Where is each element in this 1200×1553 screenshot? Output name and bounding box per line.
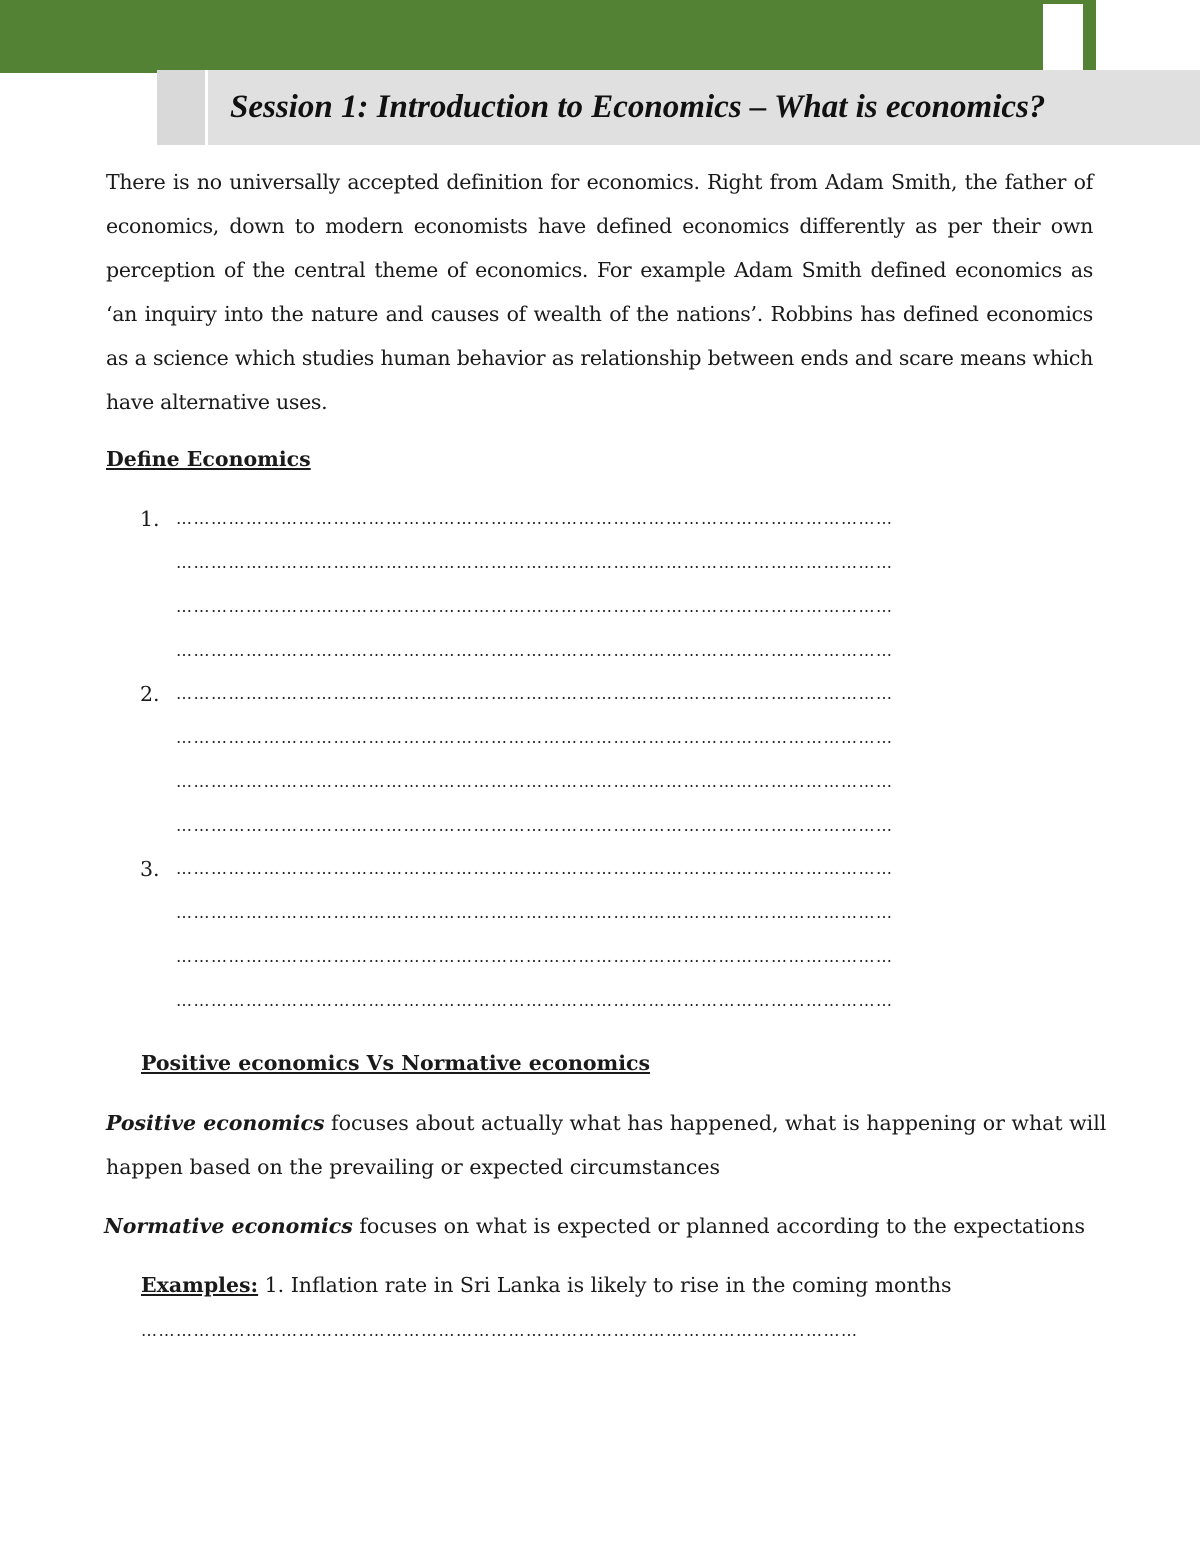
- answer-line[interactable]: ……………………………………………………………………………………………………………: [176, 728, 894, 747]
- answer-line[interactable]: ……………………………………………………………………………………………………………: [176, 553, 894, 572]
- intro-paragraph: There is no universally accepted definition for economics. Right from Adam Smith, the father of economics, down to modern economists have defined economics differently as per their own perception of the central theme of economics. For example Adam Smith defined economics as ‘an inquiry into the nature and causes of wealth of the nations’. Robbins has defined economics as a science which studies human behavior as relationship between ends and scare means which have alternative uses.: [106, 170, 1093, 414]
- positive-economics-term: Positive economics: [106, 1111, 325, 1135]
- item-number: 3.: [140, 857, 160, 881]
- header-green-bar: [0, 0, 1096, 73]
- positive-economics-text: focuses about actually what has happened, what is happening or what will: [324, 1111, 1107, 1135]
- positive-economics-line-2: happen based on the prevailing or expected circumstances: [106, 1155, 721, 1179]
- answer-line[interactable]: ……………………………………………………………………………………………………………: [176, 684, 894, 703]
- examples-line: [141, 1270, 952, 1300]
- positive-economics-line: [106, 1108, 1106, 1138]
- answer-line[interactable]: ……………………………………………………………………………………………………………: [176, 903, 894, 922]
- answer-line[interactable]: ……………………………………………………………………………………………………………: [176, 597, 894, 616]
- examples-label: Examples:: [141, 1273, 259, 1297]
- normative-economics-term: Normative economics: [104, 1214, 353, 1238]
- answer-line[interactable]: ……………………………………………………………………………………………………………: [176, 991, 894, 1010]
- normative-economics-line: [104, 1211, 1085, 1241]
- item-number: 1.: [140, 507, 160, 531]
- example-item-1: 1. Inflation rate in Sri Lanka is likely to rise in the coming months: [258, 1273, 952, 1297]
- answer-line[interactable]: ……………………………………………………………………………………………………………: [176, 816, 894, 835]
- normative-economics-text: focuses on what is expected or planned according to the expectations: [352, 1214, 1085, 1238]
- item-number: 2.: [140, 682, 160, 706]
- example-answer-line[interactable]: ……………………………………………………………………………………………………………: [141, 1321, 859, 1340]
- answer-line[interactable]: ……………………………………………………………………………………………………………: [176, 641, 894, 660]
- page-title: Session 1: Introduction to Economics – What is economics?: [230, 89, 1046, 125]
- answer-line[interactable]: ……………………………………………………………………………………………………………: [176, 509, 894, 528]
- define-economics-heading: Define Economics: [106, 447, 311, 471]
- comparison-heading: Positive economics Vs Normative economics: [141, 1051, 651, 1075]
- header-green-notch: [1043, 4, 1083, 73]
- answer-line[interactable]: ……………………………………………………………………………………………………………: [176, 859, 894, 878]
- answer-line[interactable]: ……………………………………………………………………………………………………………: [176, 947, 894, 966]
- answer-line[interactable]: ……………………………………………………………………………………………………………: [176, 772, 894, 791]
